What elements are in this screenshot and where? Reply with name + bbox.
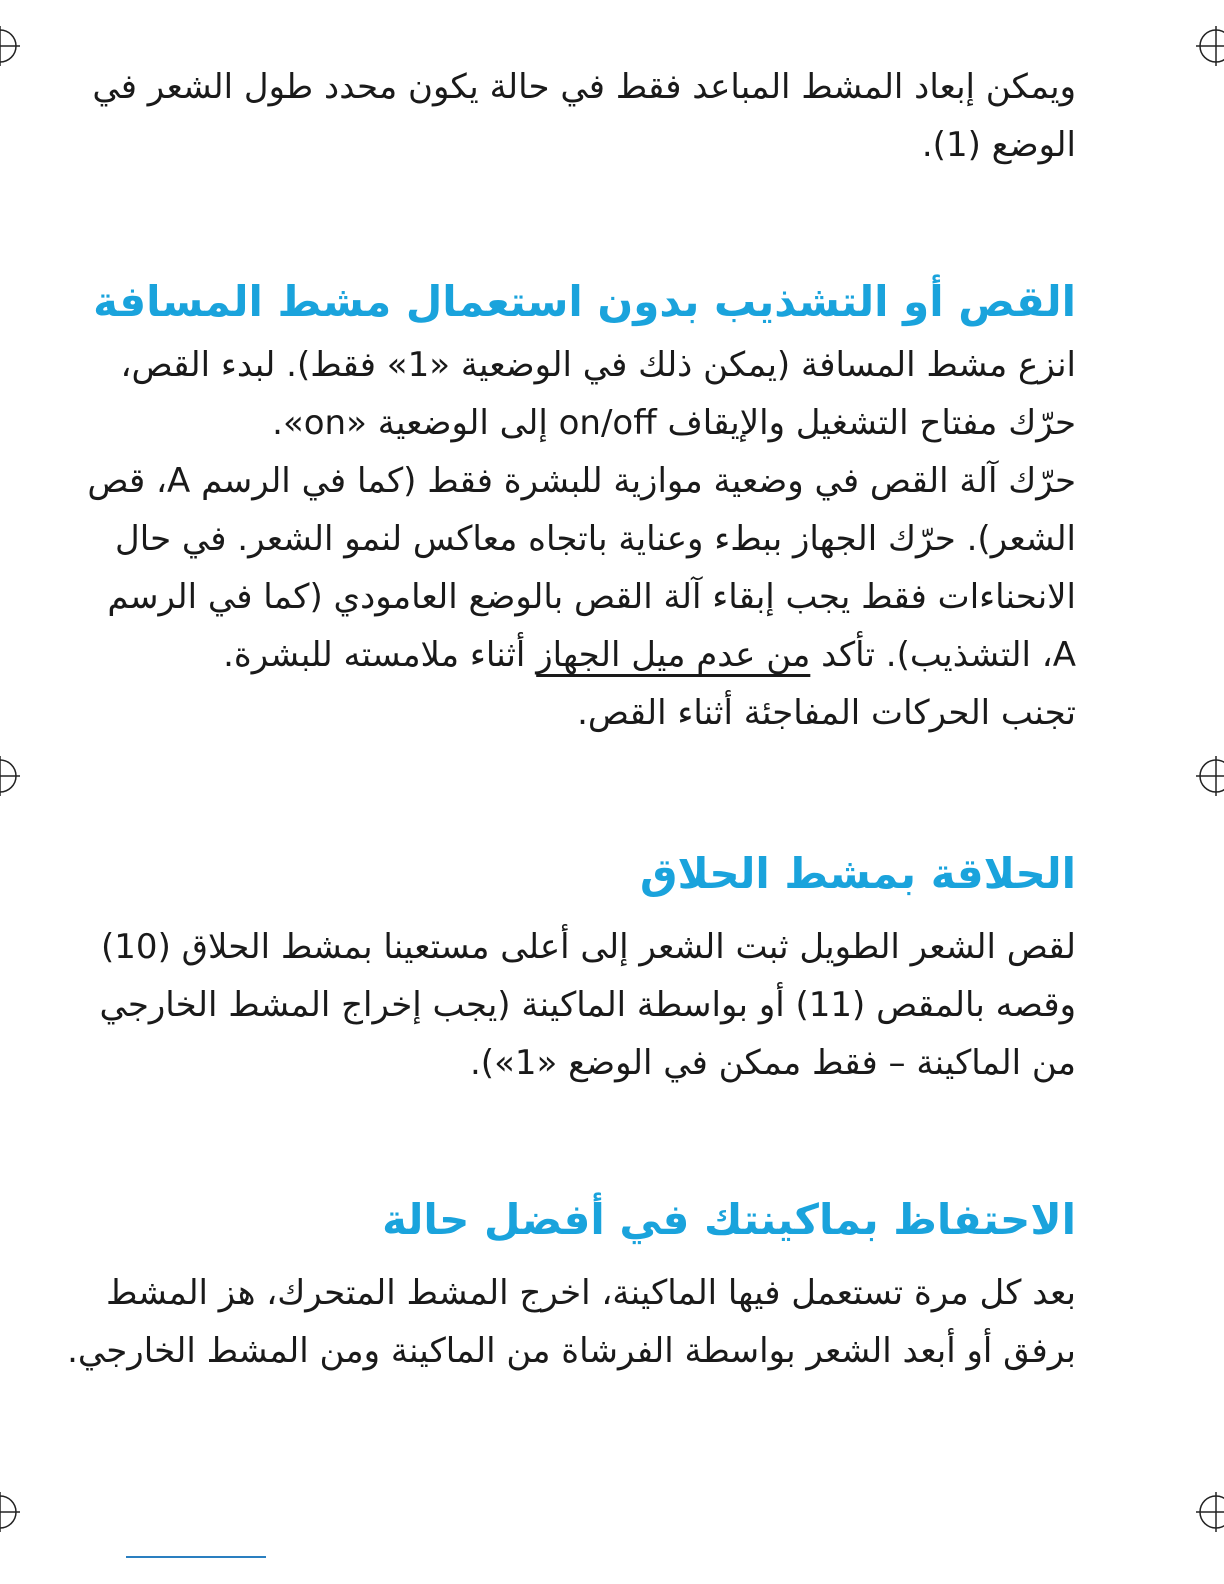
- text-line: وقصه بالمقص (11) أو بواسطة الماكينة (يجب إخراج المشط الخارجي: [99, 985, 1076, 1025]
- main-content: [67, 58, 1076, 1380]
- registration-mark-icon: [0, 756, 20, 796]
- intro-paragraph: [92, 58, 1076, 174]
- text-fragment: أثناء ملامسته للبشرة.: [223, 635, 537, 675]
- section-heading: الحلاقة بمشط الحلاق: [639, 849, 1076, 898]
- text-line: تجنب الحركات المفاجئة أثناء القص.: [577, 693, 1076, 733]
- section-barber-comb: [99, 842, 1076, 1092]
- section-paragraph: [67, 1264, 1076, 1380]
- text-line: بعد كل مرة تستعمل فيها الماكينة، اخرج المشط المتحرك، هز المشط: [105, 1273, 1076, 1313]
- section-cutting-without-comb: [87, 270, 1076, 742]
- registration-mark-icon: [1196, 756, 1224, 796]
- text-line: لقص الشعر الطويل ثبت الشعر إلى أعلى مستعينا بمشط الحلاق (10): [101, 927, 1076, 967]
- section-paragraph: [87, 336, 1076, 742]
- section-maintenance: [67, 1188, 1076, 1380]
- text-line: حرّك آلة القص في وضعية موازية للبشرة فقط (كما في الرسم A، قص: [87, 461, 1076, 501]
- registration-mark-icon: [1196, 1492, 1224, 1532]
- text-line: من الماكينة – فقط ممكن في الوضع «1»).: [470, 1043, 1076, 1083]
- text-fragment: A، التشذيب). تأكد: [810, 635, 1076, 675]
- section-paragraph: [99, 918, 1076, 1092]
- text-line: برفق أو أبعد الشعر بواسطة الفرشاة من الماكينة ومن المشط الخارجي.: [67, 1331, 1076, 1371]
- registration-mark-icon: [0, 26, 20, 66]
- registration-mark-icon: [1196, 26, 1224, 66]
- text-line: الوضع (1).: [921, 125, 1076, 165]
- section-heading: الاحتفاظ بماكينتك في أفضل حالة: [382, 1195, 1076, 1244]
- text-line: الانحناءات فقط يجب إبقاء آلة القص بالوضع العامودي (كما في الرسم: [107, 577, 1076, 617]
- text-line: [190, 626, 1076, 684]
- footer-rule: [126, 1556, 266, 1558]
- text-line: ويمكن إبعاد المشط المباعد فقط في حالة يكون محدد طول الشعر في: [92, 67, 1076, 107]
- underlined-text: من عدم ميل الجهاز: [536, 635, 811, 675]
- text-line: حرّك مفتاح التشغيل والإيقاف on/off إلى الوضعية «on».: [272, 403, 1076, 443]
- text-line: انزع مشط المسافة (يمكن ذلك في الوضعية «1» فقط). لبدء القص،: [120, 345, 1076, 385]
- registration-mark-icon: [0, 1492, 20, 1532]
- section-heading: القص أو التشذيب بدون استعمال مشط المسافة: [93, 277, 1076, 326]
- text-line: الشعر). حرّك الجهاز ببطء وعناية باتجاه معاكس لنمو الشعر. في حال: [115, 519, 1076, 559]
